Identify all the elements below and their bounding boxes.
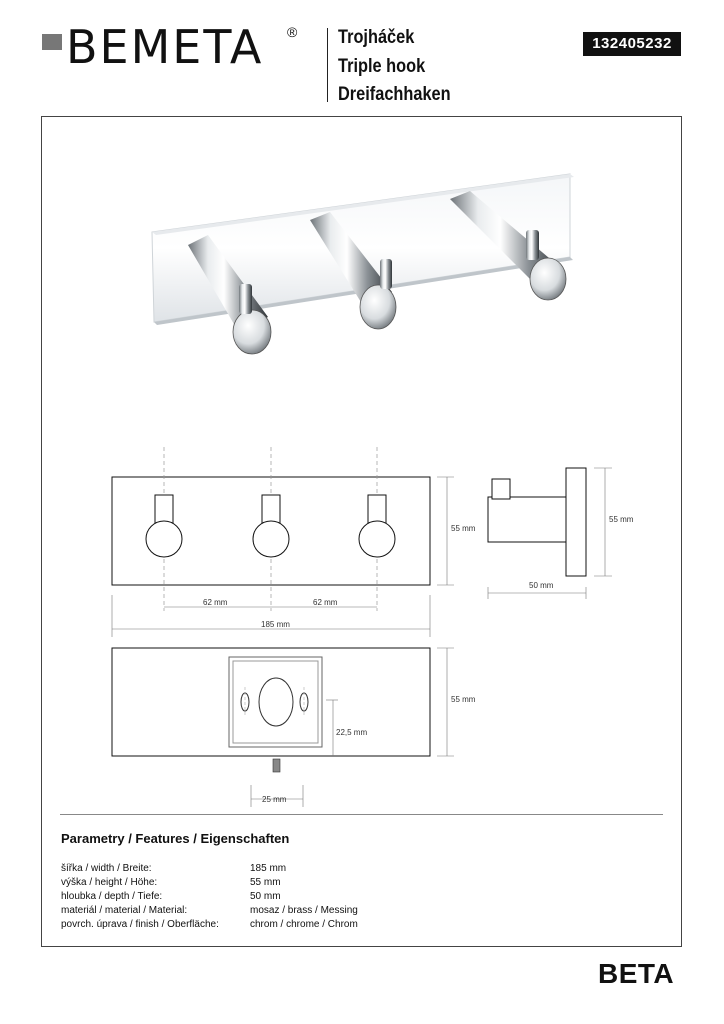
feature-value: mosaz / brass / Messing (250, 905, 358, 916)
front-view-drawing (112, 447, 454, 637)
feature-row (61, 904, 358, 918)
spacing-right-label: 62 mm (313, 598, 338, 607)
content-frame (41, 116, 682, 947)
back-view-drawing (112, 648, 454, 807)
title-german: Dreifachhaken (338, 84, 451, 105)
side-view-drawing (488, 468, 612, 599)
title-czech: Trojháček (338, 27, 415, 48)
side-height-label: 55 mm (609, 515, 634, 524)
product-titles (338, 24, 469, 110)
front-height-label: 55 mm (451, 524, 476, 533)
product-drawing (42, 117, 683, 948)
feature-label: šířka / width / Breite: (61, 863, 152, 874)
title-english: Triple hook (338, 55, 426, 77)
total-width-label: 185 mm (261, 620, 290, 629)
features-list (61, 862, 358, 932)
feature-value: 50 mm (250, 891, 281, 902)
registered-mark: ® (287, 24, 298, 40)
feature-row (61, 876, 358, 890)
spacing-left-label: 62 mm (203, 598, 228, 607)
feature-row (61, 890, 358, 904)
feature-label: hloubka / depth / Tiefe: (61, 891, 163, 902)
screw-width-label: 25 mm (262, 795, 287, 804)
feature-label: výška / height / Höhe: (61, 877, 158, 888)
feature-value: 185 mm (250, 863, 287, 874)
feature-label: materiál / material / Material: (61, 905, 188, 916)
feature-row (61, 862, 358, 876)
feature-value: chrom / chrome / Chrom (250, 919, 358, 930)
back-height-label: 55 mm (451, 695, 476, 704)
feature-row (61, 918, 358, 932)
product-photo (152, 174, 574, 354)
features-title: Parametry / Features / Eigenschaften (61, 831, 290, 846)
header-divider (327, 28, 328, 102)
model-name: BETA (598, 958, 675, 989)
product-code-badge: 132405232 (583, 32, 681, 56)
mount-offset-label: 22,5 mm (336, 728, 368, 737)
feature-label: povrch. úprava / finish / Oberfläche: (61, 919, 219, 930)
brand-logo: BEMETA (66, 20, 264, 74)
feature-value: 55 mm (250, 877, 281, 888)
logo-square-mark (42, 34, 62, 50)
side-depth-label: 50 mm (529, 581, 554, 590)
features-divider (60, 814, 663, 815)
